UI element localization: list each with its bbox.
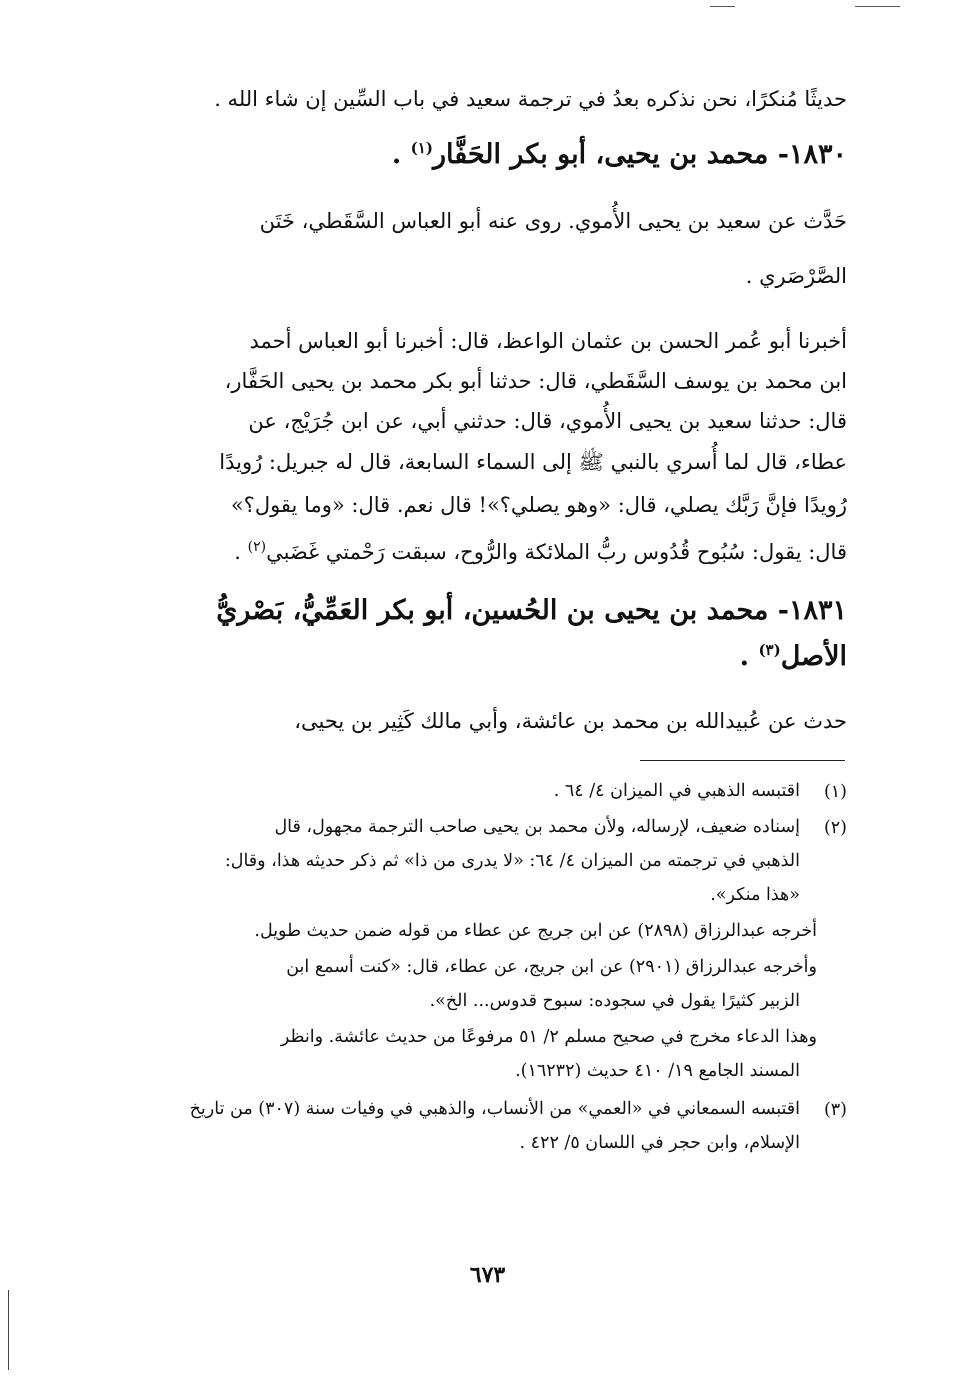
footnote-ref-2: (٢) [247,539,267,555]
entry-number: ١٨٣١- [777,595,847,626]
footnote-2-line-4: أخرجه عبدالرزاق (٢٨٩٨) عن ابن جريج عن عطاء من قوله ضمن حديث طويل. [254,921,817,941]
footnote-3-line-2: الإسلام، وابن حجر في اللسان ٥/ ٤٢٢ . [519,1133,800,1153]
entry-end: . [391,139,402,170]
text-line-5: أخبرنا أبو عُمر الحسن بن عثمان الواعظ، قال: أخبرنا أبو العباس أحمد [249,329,847,353]
text-line-6: ابن محمد بن يوسف السَّقَطي، قال: حدثنا أبو بكر محمد بن يحيى الحَفَّار، [224,369,847,393]
header-rule-short [710,6,735,7]
text-line-10 [234,540,847,564]
footnote-3-line-1: اقتبسه السمعاني في «العمي» من الأنساب، والذهبي في وفيات سنة (٣٠٧) من تاريخ [189,1099,800,1119]
text-line-9: رُويدًا فإنَّ رَبَّك يصلي، قال: «وهو يصلي؟»! قال نعم. قال: «وما يقول؟» [230,493,847,517]
entry-end: . [739,641,750,672]
footnote-2-line-3: «هذا منكر». [710,885,800,905]
page-number: ٦٧٣ [469,1262,506,1288]
entry-title: محمد بن يحيى، أبو بكر الحَفَّار [432,139,769,170]
footnote-2-line-1: إسناده ضعيف، لإرساله، ولأن محمد بن يحيى صاحب الترجمة مجهول، قال [274,817,800,837]
text-line-13: حدث عن عُبيدالله بن محمد بن عائشة، وأبي مالك كَثِير بن يحيى، [294,709,847,733]
footnote-2-line-6: الزبير كثيرًا يقول في سجوده: سبوح قدوس... الخ». [429,991,800,1011]
entry-heading-1831 [216,596,847,626]
header-rule-long [855,6,900,7]
entry-title-cont: الأصل [780,641,847,672]
footnote-1-line-1: اقتبسه الذهبي في الميزان ٤/ ٦٤ . [553,781,800,801]
footnote-number-2: (٢) [823,818,847,838]
text-line-3: حَدَّث عن سعيد بن يحيى الأُموي. روى عنه أبو العباس السَّقَطي، خَتَن [259,209,847,233]
text-line-8: عطاء، قال لما أُسري بالنبي ﷺ إلى السماء السابعة، قال له جبريل: رُويدًا [219,450,847,474]
scan-edge-mark [8,1290,9,1370]
entry-heading-1831-cont [740,642,847,672]
text-line-10-end: . [234,540,241,564]
text-line-4: الصَّرْصَري . [745,264,847,288]
entry-number: ١٨٣٠- [777,139,847,170]
footnote-2-line-2: الذهبي في ترجمته من الميزان ٤/ ٦٤: «لا يدرى من ذا» ثم ذكر حديثه هذا، وقال: [224,851,800,871]
entry-title: محمد بن يحيى بن الحُسين، أبو بكر العَمِّيُّ، بَصْريُّ [216,595,769,626]
footnote-2-line-8: المسند الجامع ١٩/ ٤١٠ حديث (١٦٢٣٢). [515,1061,800,1081]
footnote-2-line-5: وأخرجه عبدالرزاق (٢٩٠١) عن ابن جريج، عن عطاء، قال: «كنت أسمع ابن [286,957,817,977]
entry-heading-1830 [392,140,847,170]
footnote-separator [640,760,845,761]
footnote-ref-1: (١) [410,139,433,157]
footnote-ref-3: (٣) [758,641,781,659]
text-line-10-main: قال: يقول: سُبُوح قُدُوس ربُّ الملائكة والرُّوح، سبقت رَحْمتي غَضَبي [266,540,847,564]
text-line-7: قال: حدثنا سعيد بن يحيى الأُموي، قال: حدثني أبي، عن ابن جُرَيْج، عن [248,409,847,433]
text-line-1: حديثًا مُنكرًا، نحن نذكره بعدُ في ترجمة سعيد في باب السِّين إن شاء الله . [214,87,847,111]
footnote-number-3: (٣) [823,1100,847,1120]
footnote-2-line-7: وهذا الدعاء مخرج في صحيح مسلم ٢/ ٥١ مرفوعًا من حديث عائشة. وانظر [280,1027,817,1047]
footnote-number-1: (١) [823,782,847,802]
